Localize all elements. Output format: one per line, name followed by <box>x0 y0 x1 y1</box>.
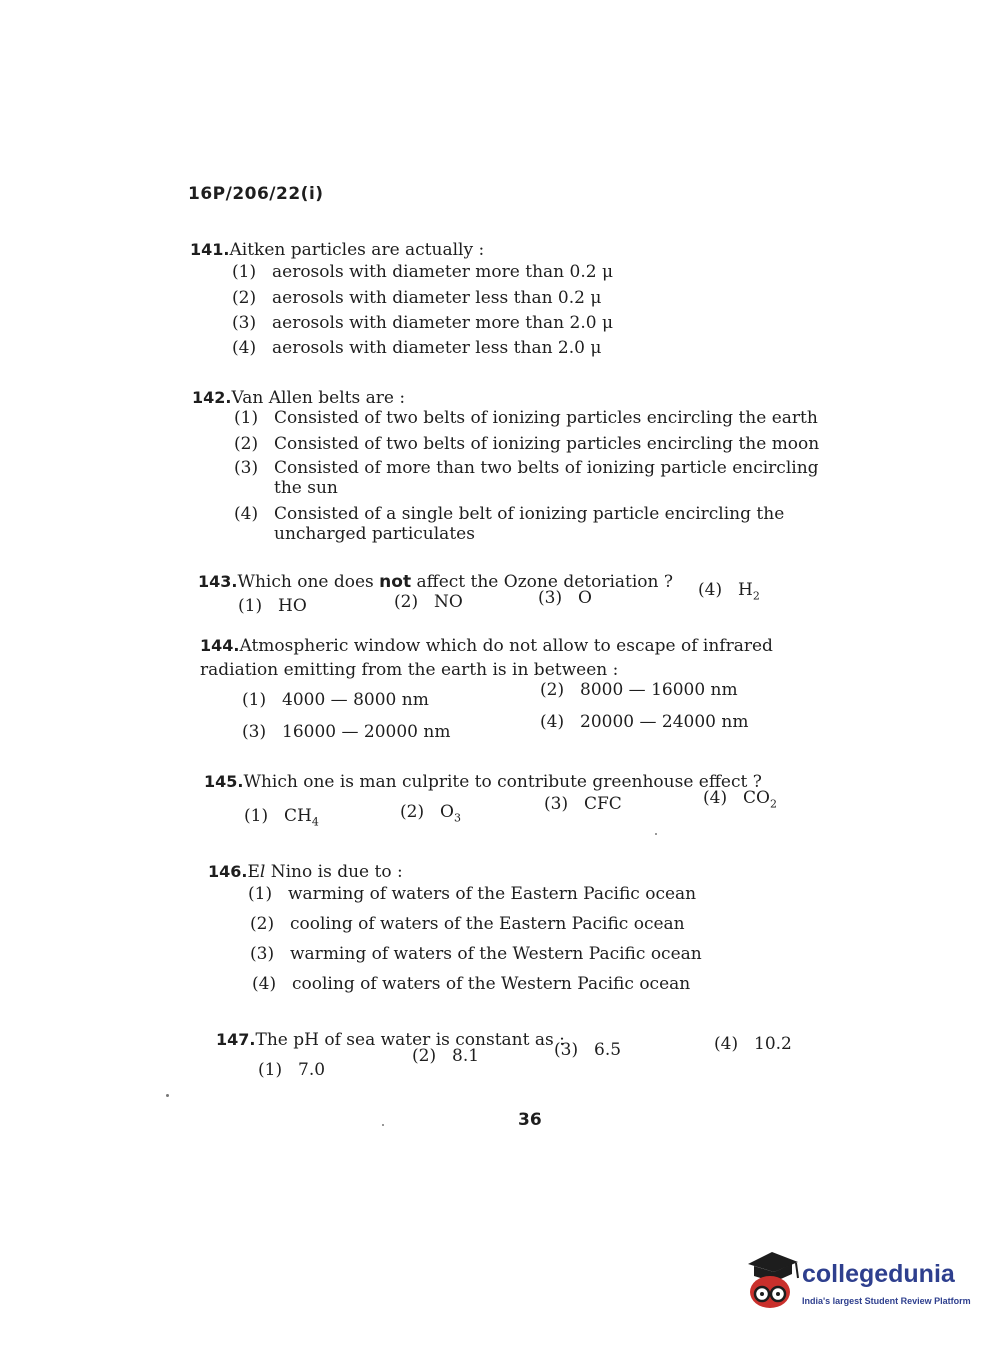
option-number: (3) <box>234 458 259 478</box>
option-text: CFC <box>584 794 622 814</box>
option-subscript: 2 <box>769 797 777 811</box>
question-number: 143. <box>198 572 238 591</box>
option-text: 8.1 <box>452 1046 480 1066</box>
option-text: cooling of waters of the Eastern Pacific ocean <box>290 914 685 934</box>
question-143-option-3 <box>538 588 592 608</box>
question-text: Aitken particles are actually : <box>229 240 485 260</box>
option-text: aerosols with diameter more than 2.0 μ <box>272 313 614 333</box>
option-text: warming of waters of the Western Pacific ocean <box>290 944 702 964</box>
option-number: (4) <box>232 338 257 358</box>
option-number: (2) <box>234 434 259 454</box>
option-number: (3) <box>554 1040 579 1060</box>
option-number: (4) <box>234 504 259 524</box>
question-147-option-1 <box>258 1060 325 1080</box>
question-144-option-4 <box>540 712 748 732</box>
mascot-icon <box>742 1248 800 1312</box>
option-number: (2) <box>412 1046 437 1066</box>
logo-wordmark: collegedunia <box>802 1260 955 1288</box>
option-text: O <box>578 588 592 608</box>
option-number: (1) <box>244 806 269 826</box>
question-143-option-1 <box>238 596 307 616</box>
option-number: (1) <box>234 408 259 428</box>
question-text-end: Nino is due to : <box>265 862 403 882</box>
question-145-option-1 <box>244 806 319 828</box>
option-text: 20000 — 24000 nm <box>580 712 749 732</box>
question-142-option-2 <box>234 434 819 454</box>
option-text: cooling of waters of the Western Pacific ocean <box>292 974 691 994</box>
question-text-end: affect the Ozone detoriation ? <box>411 572 673 592</box>
question-146-option-2 <box>250 914 685 934</box>
scan-speck <box>655 833 657 835</box>
scan-speck <box>166 1094 169 1097</box>
option-text: 16000 — 20000 nm <box>282 722 451 742</box>
option-number: (4) <box>540 712 565 732</box>
question-141-option-2 <box>232 288 601 308</box>
option-text: CO <box>743 788 770 808</box>
option-text: 8000 — 16000 nm <box>580 680 738 700</box>
collegedunia-logo[interactable] <box>742 1248 972 1320</box>
question-number: 141. <box>190 240 230 259</box>
question-number: 146. <box>208 862 248 881</box>
question-145-option-3 <box>544 794 622 814</box>
question-143-stem <box>198 570 673 594</box>
question-147-stem <box>216 1028 565 1052</box>
question-145-option-2 <box>400 802 461 824</box>
scan-speck <box>382 1124 384 1126</box>
question-143-option-2 <box>394 592 463 612</box>
question-number: 145. <box>204 772 244 791</box>
option-number: (4) <box>703 788 728 808</box>
question-145-option-4 <box>703 788 777 810</box>
option-number: (3) <box>538 588 563 608</box>
question-text: Which one is man culprite to contribute greenhouse effect ? <box>243 772 762 792</box>
question-text: Atmospheric window which do not allow to escape of infrared radiation emitting from the earth is in between : <box>200 636 773 680</box>
option-number: (3) <box>250 944 275 964</box>
option-number: (4) <box>698 580 723 600</box>
option-text: CH <box>284 806 312 826</box>
question-147-option-2 <box>412 1046 479 1066</box>
option-number: (1) <box>238 596 263 616</box>
question-141-option-4 <box>232 338 601 358</box>
option-number: (2) <box>250 914 275 934</box>
option-text: O <box>440 802 454 822</box>
question-143-option-4 <box>698 580 760 602</box>
option-text: NO <box>434 592 463 612</box>
question-141-stem <box>190 238 484 262</box>
question-number: 142. <box>192 388 232 407</box>
option-text: HO <box>278 596 307 616</box>
question-144-option-3 <box>242 722 450 742</box>
option-text: H <box>738 580 753 600</box>
question-145-stem <box>204 770 762 794</box>
question-147-option-4 <box>714 1034 792 1054</box>
option-number: (2) <box>400 802 425 822</box>
option-number: (4) <box>714 1034 739 1054</box>
option-number: (3) <box>242 722 267 742</box>
question-text-italic: l <box>259 862 266 882</box>
question-144-option-2 <box>540 680 738 700</box>
question-146-option-1 <box>248 884 696 904</box>
question-146-option-4 <box>252 974 690 994</box>
option-subscript: 3 <box>453 811 461 825</box>
question-text-start: Which one does <box>237 572 380 592</box>
option-text: 10.2 <box>754 1034 792 1054</box>
option-text: aerosols with diameter less than 2.0 μ <box>272 338 602 358</box>
option-number: (3) <box>544 794 569 814</box>
option-number: (1) <box>248 884 273 904</box>
page-number: 36 <box>518 1110 542 1130</box>
option-subscript: 4 <box>311 815 319 829</box>
option-text: aerosols with diameter less than 0.2 μ <box>272 288 602 308</box>
question-142-option-3 <box>234 458 819 498</box>
logo-tagline: India's largest Student Review Platform <box>802 1296 971 1306</box>
question-text: Van Allen belts are : <box>231 388 406 408</box>
question-number: 144. <box>200 636 240 655</box>
option-number: (2) <box>540 680 565 700</box>
question-text-start: E <box>247 862 260 882</box>
question-144-stem <box>200 634 830 682</box>
question-147-option-3 <box>554 1040 621 1060</box>
option-subscript: 2 <box>752 589 760 603</box>
question-146-stem <box>208 860 403 884</box>
option-text: 4000 — 8000 nm <box>282 690 429 710</box>
question-144-option-1 <box>242 690 429 710</box>
option-text: 6.5 <box>594 1040 622 1060</box>
question-142-option-1 <box>234 408 818 428</box>
option-number: (4) <box>252 974 277 994</box>
question-number: 147. <box>216 1030 256 1049</box>
option-number: (1) <box>232 262 257 282</box>
option-text: Consisted of two belts of ionizing particles encircling the moon <box>274 434 820 454</box>
question-141-option-1 <box>232 262 613 282</box>
option-number: (2) <box>394 592 419 612</box>
option-text: aerosols with diameter more than 0.2 μ <box>272 262 614 282</box>
question-146-option-3 <box>250 944 702 964</box>
question-141-option-3 <box>232 313 613 333</box>
option-text: Consisted of two belts of ionizing particles encircling the earth <box>274 408 818 428</box>
question-142-stem <box>192 386 405 410</box>
option-number: (2) <box>232 288 257 308</box>
question-142-option-4 <box>234 504 794 544</box>
option-text: Consisted of a single belt of ionizing particle encircling the uncharged particulates <box>274 504 785 544</box>
option-text: Consisted of more than two belts of ionizing particle encircling the sun <box>274 458 819 498</box>
option-text: warming of waters of the Eastern Pacific ocean <box>288 884 697 904</box>
option-number: (1) <box>242 690 267 710</box>
option-number: (1) <box>258 1060 283 1080</box>
question-text-emphasis: not <box>379 572 412 592</box>
option-text: 7.0 <box>298 1060 326 1080</box>
question-text: The pH of sea water is constant as : <box>255 1030 565 1050</box>
option-number: (3) <box>232 313 257 333</box>
paper-code: 16P/206/22(i) <box>188 184 324 204</box>
